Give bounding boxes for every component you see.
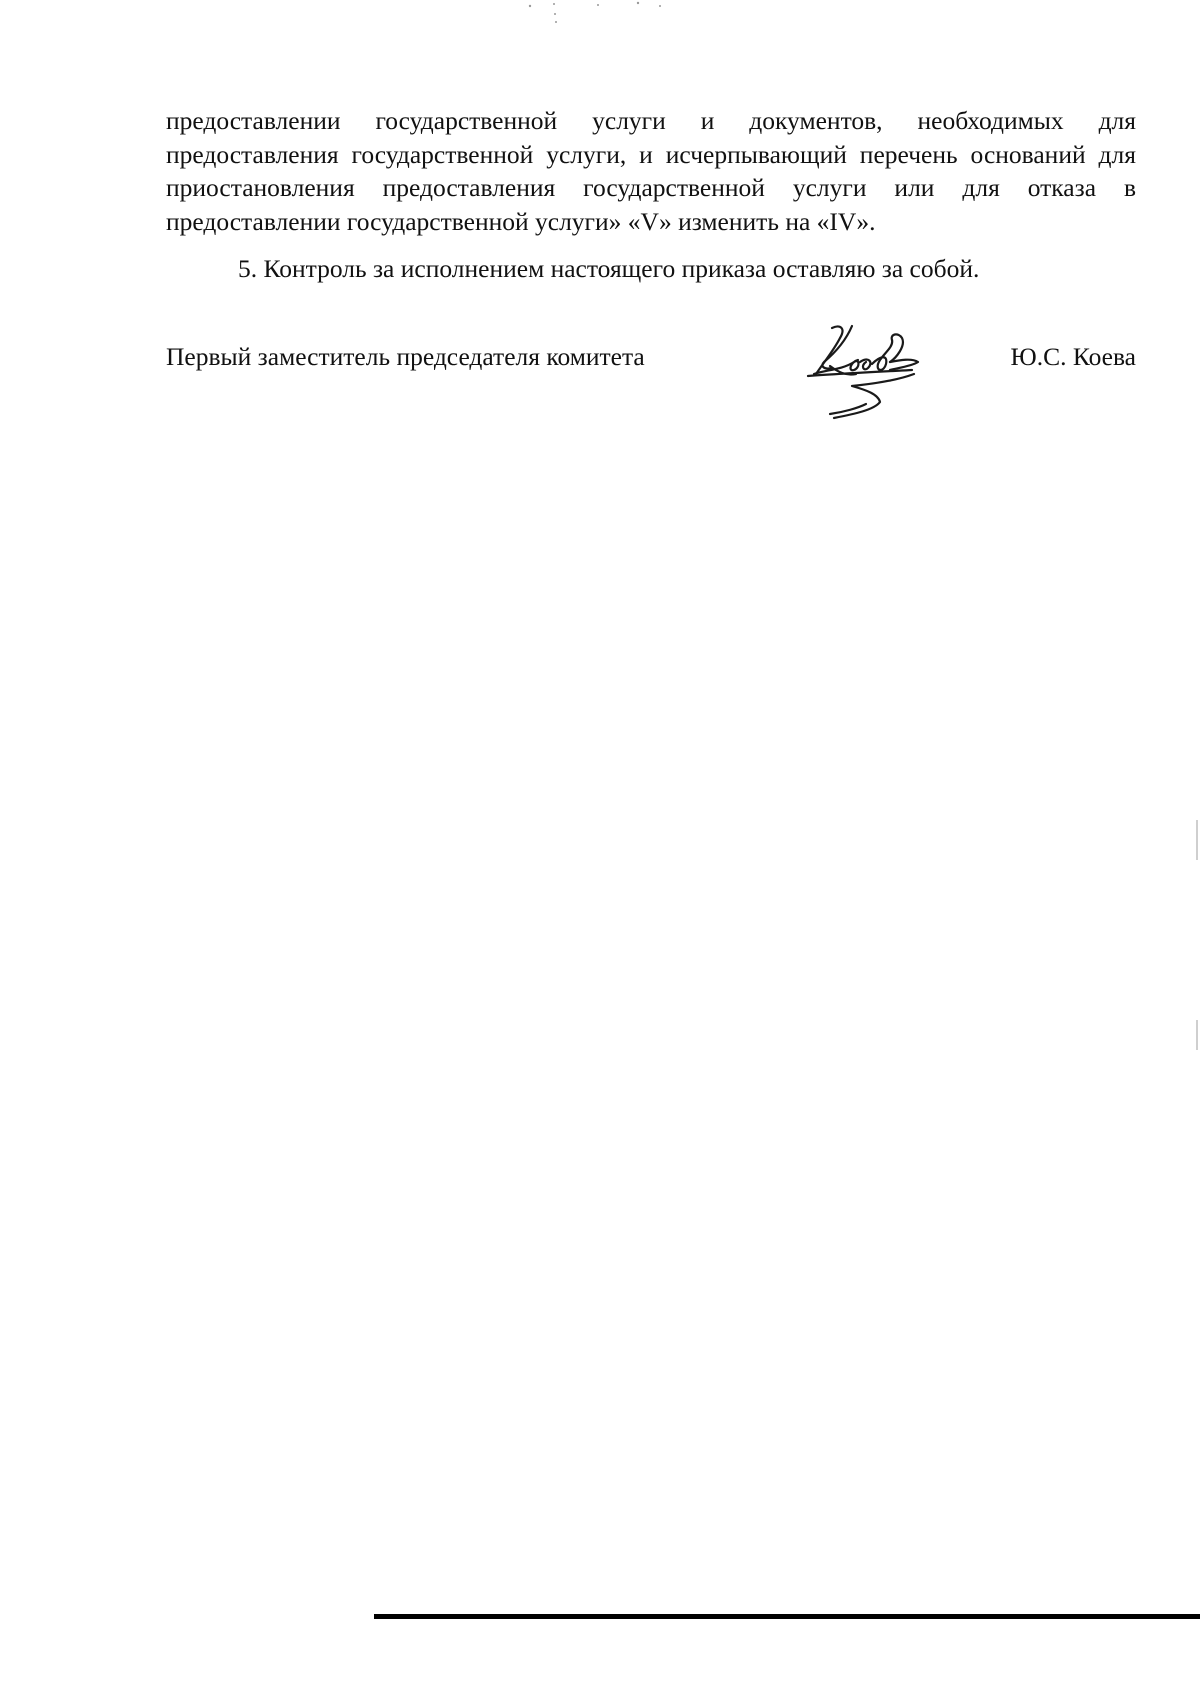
scan-artifact-specks (520, 0, 680, 30)
paragraph-continuation: предоставлении государственной услуги и документов, необходимых для предоставления государственной услуги, и исчерпывающий перечень оснований для приостановления предоставления государственной услуги или для отказа в предоставлении государственной услуги» «V» изменить на «IV». (166, 106, 1136, 236)
scan-right-edge-mark (1196, 1020, 1198, 1050)
handwritten-signature (794, 318, 964, 444)
signature-block (166, 318, 1136, 448)
paragraph-item-5: 5. Контроль за исполнением настоящего приказа оставляю за собой. (238, 254, 980, 283)
scan-bottom-edge-line (374, 1614, 1200, 1619)
signer-title: Первый заместитель председателя комитета (166, 342, 645, 371)
signer-name: Ю.С. Коева (1010, 342, 1136, 371)
scan-right-edge-mark (1196, 820, 1198, 860)
document-body (166, 104, 1136, 286)
